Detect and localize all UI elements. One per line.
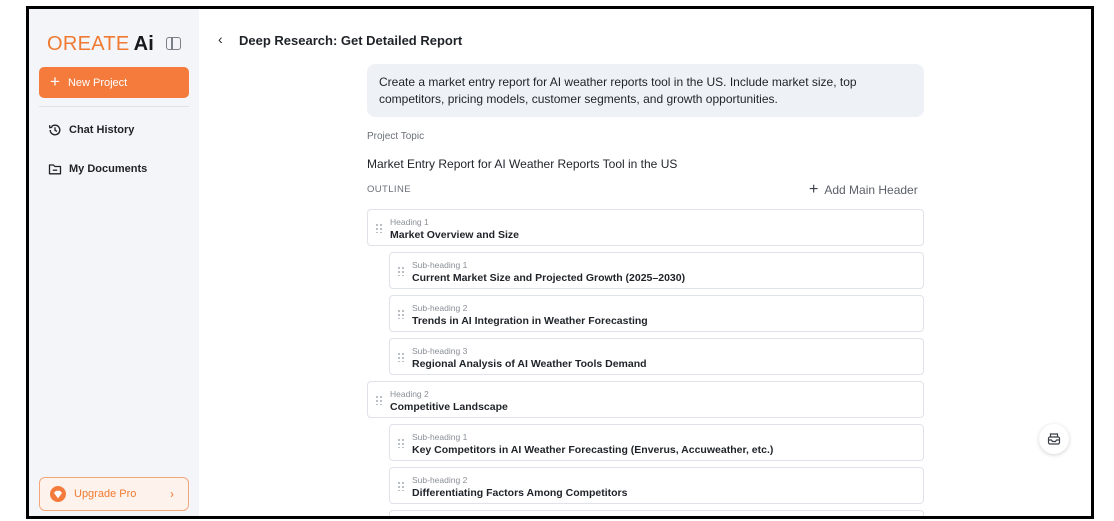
plus-icon: + bbox=[809, 181, 819, 198]
project-topic-value[interactable]: Market Entry Report for AI Weather Reports Tool in the US bbox=[367, 157, 678, 171]
project-topic-label: Project Topic bbox=[367, 131, 425, 142]
history-icon bbox=[48, 123, 62, 137]
sidebar-item-label: My Documents bbox=[69, 163, 148, 175]
outline-subheading-card[interactable] bbox=[389, 338, 924, 375]
chevron-right-icon: › bbox=[170, 487, 174, 501]
subheading-title[interactable]: Current Market Size and Projected Growth (2025–2030) bbox=[412, 272, 686, 284]
plus-icon: + bbox=[50, 72, 60, 91]
outline-heading-card[interactable] bbox=[367, 209, 924, 246]
drag-handle-icon[interactable] bbox=[397, 309, 405, 319]
inbox-icon bbox=[1047, 432, 1061, 446]
outline-subheading-card[interactable] bbox=[389, 467, 924, 504]
heading-label: Heading 2 bbox=[390, 389, 429, 399]
sidebar bbox=[29, 9, 199, 516]
outline-subheading-card[interactable] bbox=[389, 252, 924, 289]
subheading-title[interactable]: Key Competitors in AI Weather Forecasting (Enverus, Accuweather, etc.) bbox=[412, 444, 774, 456]
subheading-label: Sub-heading 2 bbox=[412, 475, 468, 485]
subheading-title[interactable]: Trends in AI Integration in Weather Forecasting bbox=[412, 315, 648, 327]
upgrade-label: Upgrade Pro bbox=[74, 488, 137, 500]
drag-handle-icon[interactable] bbox=[375, 223, 383, 233]
outline-subheading-card[interactable] bbox=[389, 424, 924, 461]
app-window bbox=[26, 6, 1094, 519]
feedback-button[interactable] bbox=[1039, 424, 1069, 454]
sidebar-toggle-icon[interactable] bbox=[166, 37, 181, 50]
logo bbox=[47, 33, 154, 56]
subheading-title[interactable]: Regional Analysis of AI Weather Tools Demand bbox=[412, 358, 647, 370]
drag-handle-icon[interactable] bbox=[375, 395, 383, 405]
subheading-label: Sub-heading 1 bbox=[412, 432, 468, 442]
main-content bbox=[199, 9, 1091, 516]
heading-title[interactable]: Competitive Landscape bbox=[390, 401, 508, 413]
new-project-button[interactable] bbox=[39, 67, 189, 98]
folder-icon bbox=[48, 162, 62, 176]
outline-label: OUTLINE bbox=[367, 184, 411, 195]
subheading-label: Sub-heading 3 bbox=[412, 346, 468, 356]
subheading-title[interactable]: Differentiating Factors Among Competitors bbox=[412, 487, 628, 499]
heading-title[interactable]: Market Overview and Size bbox=[390, 229, 519, 241]
sidebar-item-my-documents[interactable] bbox=[48, 160, 147, 178]
outline-subheading-card-partial[interactable] bbox=[389, 510, 924, 519]
sidebar-item-label: Chat History bbox=[69, 124, 135, 136]
drag-handle-icon[interactable] bbox=[397, 438, 405, 448]
heading-label: Heading 1 bbox=[390, 217, 429, 227]
page-title: Deep Research: Get Detailed Report bbox=[239, 33, 463, 48]
subheading-label: Sub-heading 1 bbox=[412, 260, 468, 270]
add-main-header-button[interactable] bbox=[809, 182, 918, 198]
new-project-label: New Project bbox=[67, 76, 128, 89]
upgrade-pro-button[interactable] bbox=[39, 477, 189, 511]
drag-handle-icon[interactable] bbox=[397, 481, 405, 491]
gem-icon bbox=[50, 486, 66, 502]
drag-handle-icon[interactable] bbox=[397, 266, 405, 276]
back-chevron-icon[interactable]: ‹ bbox=[218, 31, 223, 47]
logo-ai: Ai bbox=[133, 33, 155, 55]
outline-heading-card[interactable] bbox=[367, 381, 924, 418]
sidebar-divider bbox=[39, 106, 189, 107]
prompt-message: Create a market entry report for AI weather reports tool in the US. Include market size, top competitors, pricing models, customer segments, and growth opportunities. bbox=[367, 64, 924, 117]
add-header-label: Add Main Header bbox=[824, 183, 918, 197]
subheading-label: Sub-heading 2 bbox=[412, 303, 468, 313]
logo-main: OREATE bbox=[47, 33, 130, 55]
outline-subheading-card[interactable] bbox=[389, 295, 924, 332]
sidebar-item-chat-history[interactable] bbox=[48, 121, 134, 139]
drag-handle-icon[interactable] bbox=[397, 352, 405, 362]
